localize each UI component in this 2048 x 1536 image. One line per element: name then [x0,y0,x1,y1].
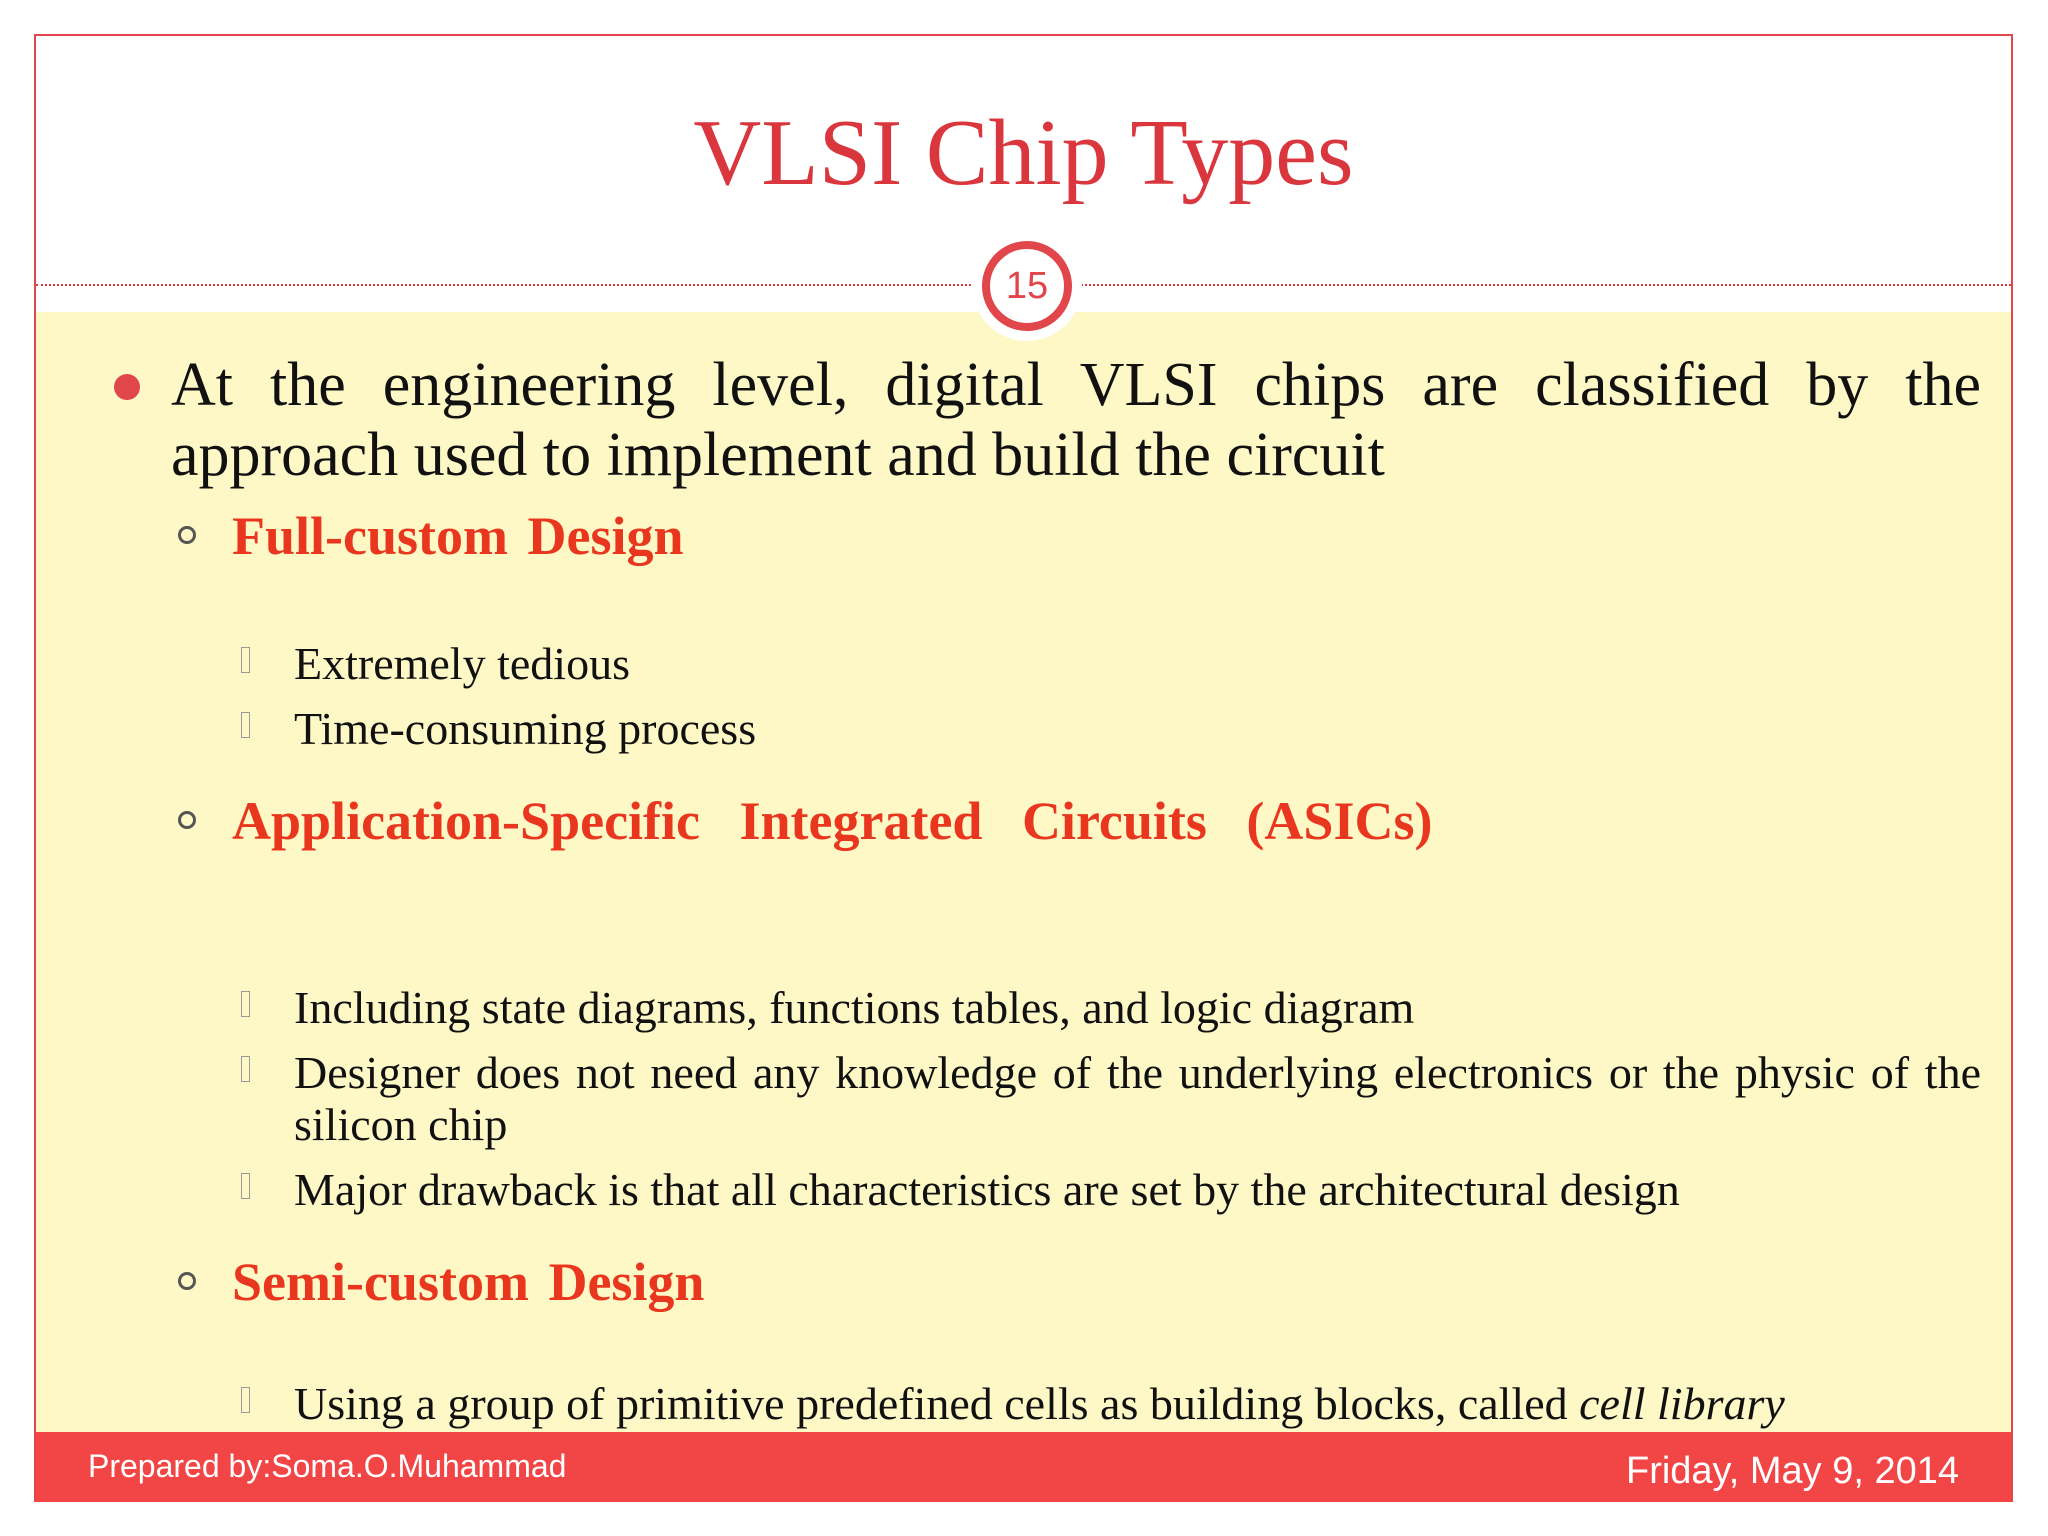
page-number-badge [972,231,1082,341]
slide-footer [36,1432,2011,1502]
section-heading: Full-custom Design [232,506,684,566]
open-circle-bullet-icon [178,811,196,829]
open-circle-bullet-icon [178,1272,196,1290]
square-bullet-icon [241,1387,250,1413]
footer-date: Friday, May 9, 2014 [1625,1450,1959,1492]
square-bullet-icon [241,1173,250,1199]
list-item-emphasis: cell library [1579,1378,1785,1429]
section-heading: Semi-custom Design [232,1252,705,1312]
page-number: 15 [982,241,1072,331]
list-item: Extremely tedious [294,638,630,689]
square-bullet-icon [241,712,250,738]
square-bullet-icon [241,647,250,673]
filled-circle-bullet-icon [114,374,140,400]
square-bullet-icon [241,991,250,1017]
list-item [294,1378,1981,1430]
section-heading: Application-Specific Integrated Circuits (ASICs) [232,791,1433,851]
slide-title: VLSI Chip Types [693,101,1354,205]
list-item: Major drawback is that all characteristics are set by the architectural design [294,1164,1680,1215]
open-circle-bullet-icon [178,526,196,544]
list-item: Including state diagrams, functions tables, and logic diagram [294,982,1415,1033]
square-bullet-icon [241,1056,250,1082]
main-point: At the engineering level, digital VLSI chips are classified by the approach used to implement and build the circuit [171,351,1981,489]
footer-author: Prepared by:Soma.O.Muhammad [88,1448,567,1484]
list-item-text: Using a group of primitive predefined cells as building blocks, called [294,1378,1580,1429]
list-item: Time-consuming process [294,703,757,754]
list-item: Designer does not need any knowledge of the underlying electronics or the physic of the silicon chip [294,1047,1981,1150]
